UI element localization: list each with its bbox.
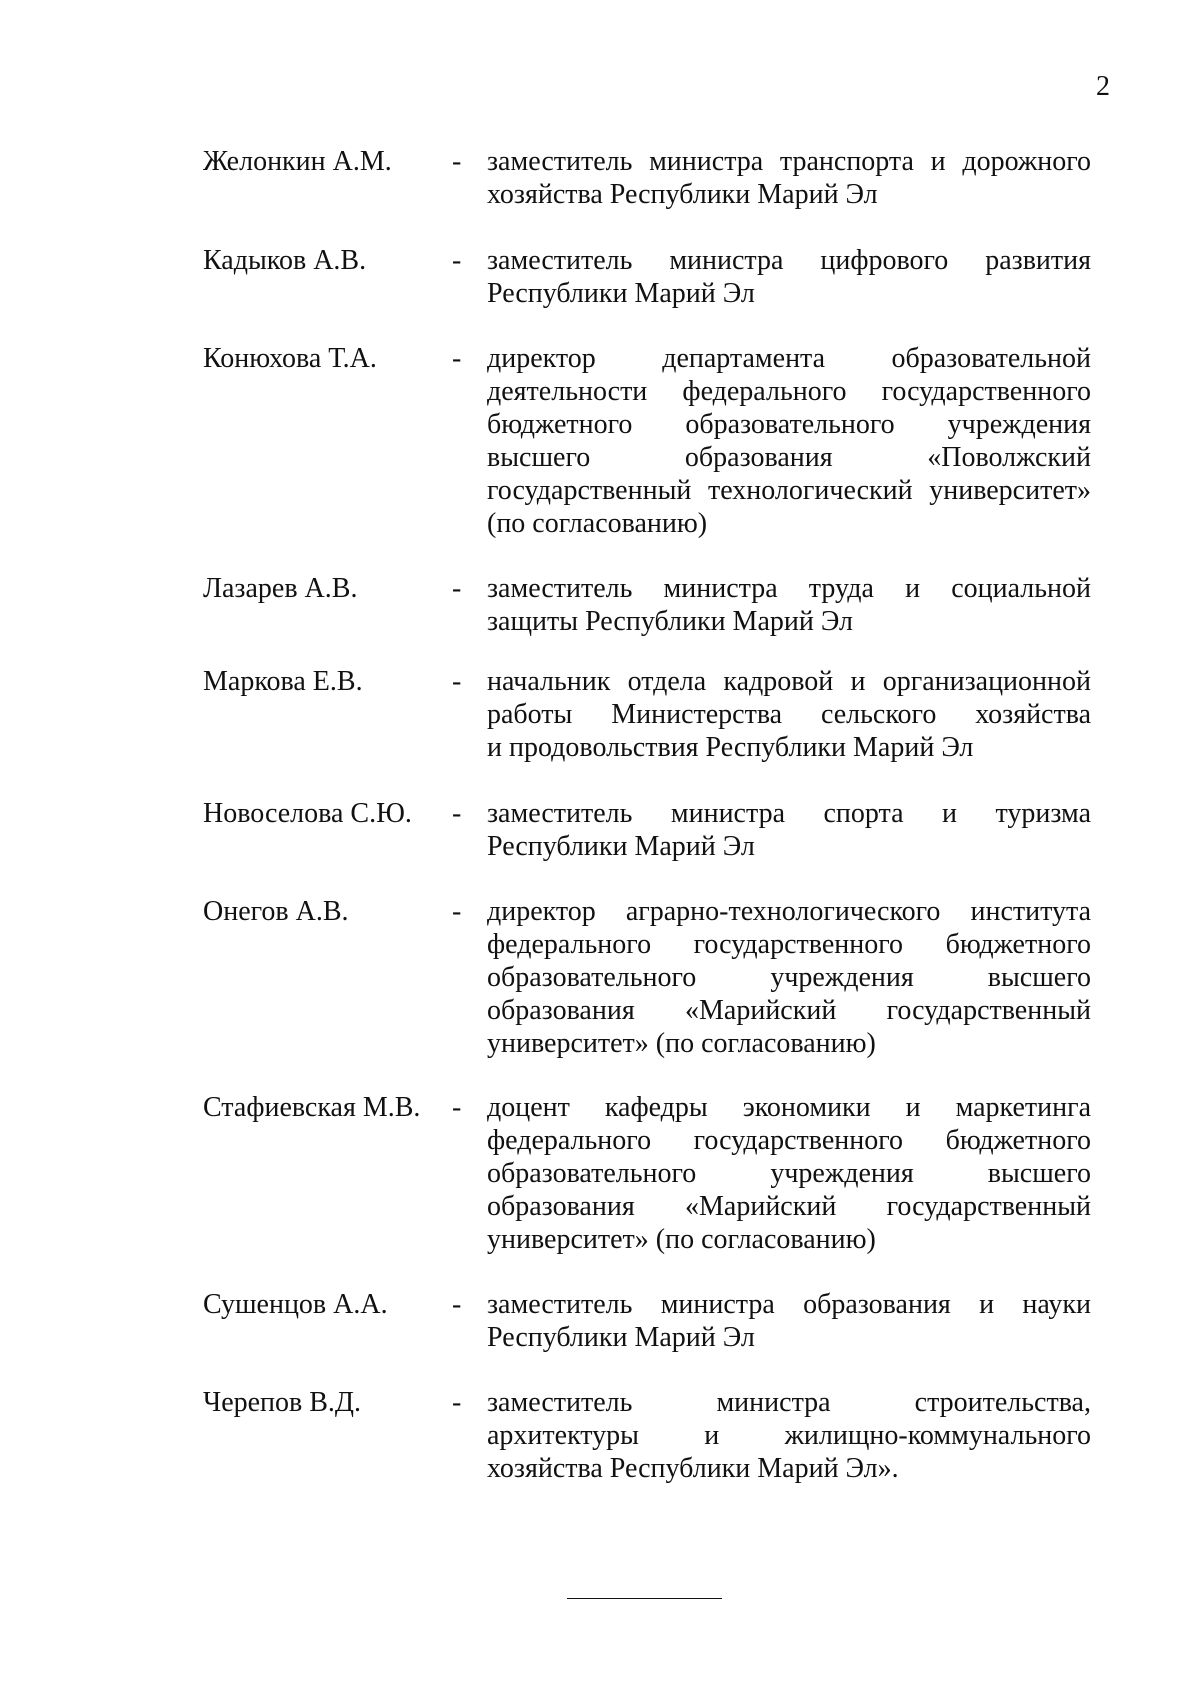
dash-separator: -: [452, 343, 462, 374]
position-line: заместитель министра образования и науки: [487, 1289, 1091, 1320]
member-position: [487, 145, 1091, 211]
position-line: заместитель министра труда и социальной: [487, 573, 1091, 604]
dash-separator: -: [452, 1387, 462, 1418]
position-line: работы Министерства сельского хозяйства: [487, 699, 1091, 730]
member-position: [487, 1386, 1091, 1485]
position-line: защиты Республики Марий Эл: [487, 606, 853, 637]
position-line: государственный технологический университет»: [487, 475, 1091, 506]
member-position: [487, 1288, 1091, 1354]
position-line: образовательного учреждения высшего: [487, 962, 1091, 993]
position-line: директор департамента образовательной: [487, 343, 1091, 374]
member-name: Онегов А.В.: [203, 896, 349, 927]
member-name: Лазарев А.В.: [203, 573, 358, 604]
position-line: начальник отдела кадровой и организационной: [487, 666, 1091, 697]
member-name: Сушенцов А.А.: [203, 1289, 388, 1320]
dash-separator: -: [452, 245, 462, 276]
member-name: Черепов В.Д.: [203, 1387, 362, 1418]
position-line: заместитель министра цифрового развития: [487, 245, 1091, 276]
position-line: архитектуры и жилищно-коммунального: [487, 1420, 1091, 1451]
dash-separator: -: [452, 798, 462, 829]
position-line: деятельности федерального государственного: [487, 376, 1091, 407]
position-line: университет» (по согласованию): [487, 1028, 876, 1059]
page-number: 2: [1096, 71, 1110, 102]
member-position: [487, 244, 1091, 310]
member-position: [487, 1091, 1091, 1256]
position-line: доцент кафедры экономики и маркетинга: [487, 1092, 1091, 1123]
member-name: Стафиевская М.В.: [203, 1092, 421, 1123]
dash-separator: -: [452, 666, 462, 697]
dash-separator: -: [452, 1092, 462, 1123]
position-line: директор аграрно-технологического института: [487, 896, 1091, 927]
dash-separator: -: [452, 1289, 462, 1320]
position-line: Республики Марий Эл: [487, 278, 755, 309]
closing-rule: [567, 1598, 722, 1599]
member-name: Кадыков А.В.: [203, 245, 367, 276]
position-line: и продовольствия Республики Марий Эл: [487, 732, 974, 763]
member-name: Новоселова С.Ю.: [203, 798, 412, 829]
member-position: [487, 797, 1091, 863]
position-line: хозяйства Республики Марий Эл».: [487, 1453, 899, 1484]
position-line: образования «Марийский государственный: [487, 1191, 1091, 1222]
position-line: заместитель министра транспорта и дорожного: [487, 146, 1091, 177]
position-line: Республики Марий Эл: [487, 831, 755, 862]
position-line: федерального государственного бюджетного: [487, 929, 1091, 960]
position-line: (по согласованию): [487, 508, 708, 539]
member-name: Конюхова Т.А.: [203, 343, 377, 374]
position-line: заместитель министра спорта и туризма: [487, 798, 1091, 829]
member-position: [487, 895, 1091, 1060]
member-name: Желонкин А.М.: [203, 146, 392, 177]
position-line: хозяйства Республики Марий Эл: [487, 179, 878, 210]
position-line: Республики Марий Эл: [487, 1322, 755, 1353]
position-line: университет» (по согласованию): [487, 1224, 876, 1255]
position-line: образования «Марийский государственный: [487, 995, 1091, 1026]
member-position: [487, 665, 1091, 764]
member-position: [487, 342, 1091, 540]
dash-separator: -: [452, 573, 462, 604]
position-line: бюджетного образовательного учреждения: [487, 409, 1091, 440]
member-position: [487, 572, 1091, 638]
position-line: федерального государственного бюджетного: [487, 1125, 1091, 1156]
member-name: Маркова Е.В.: [203, 666, 363, 697]
position-line: образовательного учреждения высшего: [487, 1158, 1091, 1189]
dash-separator: -: [452, 146, 462, 177]
position-line: высшего образования «Поволжский: [487, 442, 1091, 473]
position-line: заместитель министра строительства,: [487, 1387, 1091, 1418]
dash-separator: -: [452, 896, 462, 927]
